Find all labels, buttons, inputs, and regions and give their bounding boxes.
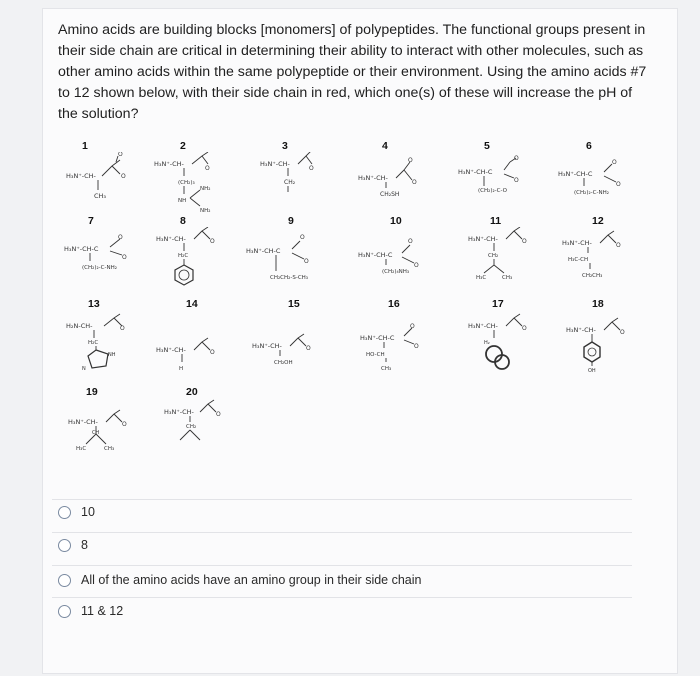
structure-drawing bbox=[352, 227, 442, 297]
svg-text:H₃N⁺-CH-: H₃N⁺-CH- bbox=[260, 160, 290, 168]
svg-text:O: O bbox=[122, 254, 127, 261]
structure-20 bbox=[150, 386, 240, 468]
svg-text:H₃N⁺-CH-: H₃N⁺-CH- bbox=[566, 326, 596, 334]
structure-number: 11 bbox=[490, 215, 502, 227]
svg-text:O: O bbox=[514, 177, 519, 184]
svg-text:H₂N-CH-: H₂N-CH- bbox=[66, 322, 93, 330]
structure-number: 2 bbox=[180, 140, 186, 152]
structure-number: 3 bbox=[282, 140, 288, 152]
svg-text:O: O bbox=[120, 325, 125, 332]
structure-number: 7 bbox=[88, 215, 94, 227]
svg-text:H₃C-CH: H₃C-CH bbox=[568, 257, 589, 263]
svg-text:(CH₂)₂-C-NH₂: (CH₂)₂-C-NH₂ bbox=[574, 190, 609, 196]
structure-6 bbox=[554, 140, 644, 222]
svg-text:CH₃: CH₃ bbox=[104, 446, 115, 452]
answer-label: 8 bbox=[81, 538, 88, 552]
svg-text:NH: NH bbox=[108, 352, 116, 358]
svg-text:H₃N⁺-CH-C: H₃N⁺-CH-C bbox=[360, 334, 395, 342]
svg-text:CH₃: CH₃ bbox=[381, 366, 392, 372]
svg-text:O: O bbox=[309, 165, 314, 172]
svg-text:H₂C: H₂C bbox=[88, 340, 99, 346]
svg-text:O: O bbox=[616, 181, 621, 188]
radio-button[interactable] bbox=[58, 539, 71, 552]
svg-text:O: O bbox=[216, 411, 221, 418]
svg-text:(CH₂)₂-C-NH₂: (CH₂)₂-C-NH₂ bbox=[82, 265, 117, 271]
svg-text:CH₂: CH₂ bbox=[284, 179, 296, 186]
structure-8 bbox=[150, 215, 240, 297]
svg-text:H₃N⁺-CH-: H₃N⁺-CH- bbox=[562, 239, 592, 247]
structure-drawing bbox=[64, 310, 154, 380]
svg-text:H₃N⁺-CH-C: H₃N⁺-CH-C bbox=[558, 170, 593, 178]
structure-16 bbox=[354, 298, 444, 380]
structure-number: 4 bbox=[382, 140, 388, 152]
structure-number: 1 bbox=[82, 140, 88, 152]
svg-text:O: O bbox=[304, 258, 309, 265]
answer-label: 10 bbox=[81, 505, 95, 519]
svg-text:CH₂: CH₂ bbox=[488, 253, 499, 259]
structure-10 bbox=[352, 215, 442, 297]
svg-text:CH₂CH₂-S-CH₃: CH₂CH₂-S-CH₃ bbox=[270, 275, 309, 281]
structure-number: 8 bbox=[180, 215, 186, 227]
svg-text:NH₂: NH₂ bbox=[200, 208, 211, 214]
svg-text:H: H bbox=[179, 366, 184, 372]
structure-drawing bbox=[150, 310, 240, 380]
structure-18 bbox=[556, 298, 646, 380]
structure-drawing bbox=[246, 310, 336, 380]
structure-7 bbox=[64, 215, 154, 297]
divider bbox=[52, 532, 632, 533]
svg-text:H₃N⁺-CH-: H₃N⁺-CH- bbox=[164, 408, 194, 416]
structure-drawing bbox=[556, 310, 646, 380]
svg-text:O: O bbox=[616, 242, 621, 249]
svg-text:CH₂: CH₂ bbox=[186, 424, 197, 430]
structure-drawing bbox=[64, 152, 154, 222]
structure-number: 14 bbox=[186, 298, 198, 310]
svg-text:H₃N⁺-CH-C: H₃N⁺-CH-C bbox=[458, 168, 493, 176]
structure-number: 6 bbox=[586, 140, 592, 152]
svg-text:CH₃: CH₃ bbox=[94, 192, 107, 200]
structure-number: 12 bbox=[592, 215, 604, 227]
svg-text:(CH₂)₂-C-O: (CH₂)₂-C-O bbox=[478, 188, 507, 194]
structure-drawing bbox=[458, 310, 548, 380]
svg-text:H₃N⁺-CH-: H₃N⁺-CH- bbox=[68, 418, 98, 426]
structure-drawing bbox=[64, 227, 154, 297]
radio-button[interactable] bbox=[58, 506, 71, 519]
svg-text:(CH₂)₃: (CH₂)₃ bbox=[178, 180, 195, 186]
svg-text:H₃N⁺-CH-: H₃N⁺-CH- bbox=[156, 346, 186, 354]
svg-text:O: O bbox=[408, 238, 413, 245]
svg-text:O: O bbox=[414, 262, 419, 269]
svg-text:H₂C: H₂C bbox=[178, 253, 189, 259]
structure-17 bbox=[458, 298, 548, 380]
structure-4 bbox=[352, 140, 442, 222]
svg-text:H₃N⁺-CH-: H₃N⁺-CH- bbox=[156, 235, 186, 243]
structure-1 bbox=[64, 140, 154, 222]
answer-option-11-12[interactable] bbox=[52, 595, 632, 627]
svg-text:HO-CH: HO-CH bbox=[366, 352, 385, 358]
structure-number: 16 bbox=[388, 298, 400, 310]
svg-text:O: O bbox=[522, 238, 527, 245]
structure-drawing bbox=[150, 152, 240, 222]
divider bbox=[52, 565, 632, 566]
svg-text:N: N bbox=[82, 366, 86, 372]
svg-text:NH₂: NH₂ bbox=[200, 186, 211, 192]
svg-text:O: O bbox=[410, 323, 415, 330]
svg-text:O: O bbox=[306, 345, 311, 352]
structure-drawing bbox=[246, 152, 336, 222]
svg-text:(CH₂)₄NH₃: (CH₂)₄NH₃ bbox=[382, 269, 410, 275]
structure-number: 19 bbox=[86, 386, 98, 398]
svg-text:CH₂SH: CH₂SH bbox=[380, 191, 400, 198]
structure-number: 17 bbox=[492, 298, 504, 310]
svg-text:OH: OH bbox=[588, 368, 596, 374]
svg-text:H₃N⁺-CH-: H₃N⁺-CH- bbox=[358, 174, 388, 182]
structure-number: 10 bbox=[390, 215, 402, 227]
svg-text:H₃C: H₃C bbox=[76, 446, 87, 452]
svg-text:O: O bbox=[205, 165, 210, 172]
structure-drawing bbox=[458, 227, 548, 297]
structure-drawing bbox=[150, 227, 240, 297]
svg-text:O: O bbox=[408, 157, 413, 164]
structure-drawing bbox=[554, 152, 644, 222]
svg-text:CH₂OH: CH₂OH bbox=[274, 360, 293, 366]
svg-text:O: O bbox=[118, 152, 123, 158]
structure-9 bbox=[246, 215, 336, 297]
answer-option-all[interactable] bbox=[52, 564, 632, 596]
structure-11 bbox=[458, 215, 548, 297]
svg-text:H₃N⁺-CH-: H₃N⁺-CH- bbox=[468, 235, 498, 243]
structure-5 bbox=[454, 140, 544, 222]
structure-12 bbox=[556, 215, 646, 297]
svg-text:H₃N⁺-CH-: H₃N⁺-CH- bbox=[66, 172, 96, 180]
svg-text:H₃N⁺-CH-: H₃N⁺-CH- bbox=[468, 322, 498, 330]
answer-option-8[interactable] bbox=[52, 529, 632, 561]
structure-number: 20 bbox=[186, 386, 198, 398]
divider bbox=[52, 597, 632, 598]
svg-text:O: O bbox=[121, 173, 126, 180]
svg-text:O: O bbox=[300, 234, 305, 241]
svg-text:H₂: H₂ bbox=[484, 340, 490, 346]
structure-13 bbox=[64, 298, 154, 380]
svg-text:O: O bbox=[210, 238, 215, 245]
svg-text:CH: CH bbox=[92, 430, 100, 436]
structure-number: 18 bbox=[592, 298, 604, 310]
svg-text:H₃N⁺-CH-: H₃N⁺-CH- bbox=[252, 342, 282, 350]
structure-number: 5 bbox=[484, 140, 490, 152]
structure-number: 13 bbox=[88, 298, 100, 310]
svg-text:O: O bbox=[412, 179, 417, 186]
structure-drawing bbox=[556, 227, 646, 297]
svg-text:O: O bbox=[210, 349, 215, 356]
question-text: Amino acids are building blocks [monomers] of polypeptides. The functional groups present in their side chain are critical in determining their ability to interact with other molecules, such as other amino acids within the same polypeptide or their environment. Using the amino acids #7 to 12 shown below, with their side chain in red, which one(s) of these will increase the pH of the solution? bbox=[58, 22, 647, 122]
structure-14 bbox=[150, 298, 240, 380]
answer-option-10[interactable] bbox=[52, 496, 632, 528]
radio-button[interactable] bbox=[58, 605, 71, 618]
answer-label: All of the amino acids have an amino group in their side chain bbox=[81, 573, 422, 587]
structure-drawing bbox=[454, 152, 544, 222]
structure-number: 9 bbox=[288, 215, 294, 227]
structure-3 bbox=[246, 140, 336, 222]
svg-text:O: O bbox=[620, 329, 625, 336]
structure-drawing bbox=[64, 398, 154, 468]
svg-text:H₃N⁺-CH-: H₃N⁺-CH- bbox=[154, 160, 184, 168]
svg-text:H₃N⁺-CH-C: H₃N⁺-CH-C bbox=[246, 247, 281, 255]
svg-text:CH₂CH₃: CH₂CH₃ bbox=[582, 273, 603, 279]
structure-2 bbox=[150, 140, 240, 222]
svg-text:O: O bbox=[118, 234, 123, 241]
svg-text:CH₃: CH₃ bbox=[502, 275, 513, 281]
svg-text:O: O bbox=[514, 155, 519, 162]
structure-drawing bbox=[246, 227, 336, 297]
svg-text:H₃N⁺-CH-C: H₃N⁺-CH-C bbox=[358, 251, 393, 259]
svg-text:H₃N⁺-CH-C: H₃N⁺-CH-C bbox=[64, 245, 99, 253]
svg-text:NH: NH bbox=[178, 198, 187, 204]
structure-drawing bbox=[150, 398, 240, 468]
svg-text:H₃C: H₃C bbox=[476, 275, 487, 281]
structure-19 bbox=[64, 386, 154, 468]
answer-label: 11 & 12 bbox=[81, 604, 124, 618]
radio-button[interactable] bbox=[58, 574, 71, 587]
structure-drawing bbox=[354, 310, 444, 380]
svg-text:O: O bbox=[612, 159, 617, 166]
structure-15 bbox=[246, 298, 336, 380]
svg-text:O: O bbox=[122, 421, 127, 428]
structure-number: 15 bbox=[288, 298, 300, 310]
svg-text:O: O bbox=[414, 343, 419, 350]
svg-text:O: O bbox=[522, 325, 527, 332]
structure-drawing bbox=[352, 152, 442, 222]
